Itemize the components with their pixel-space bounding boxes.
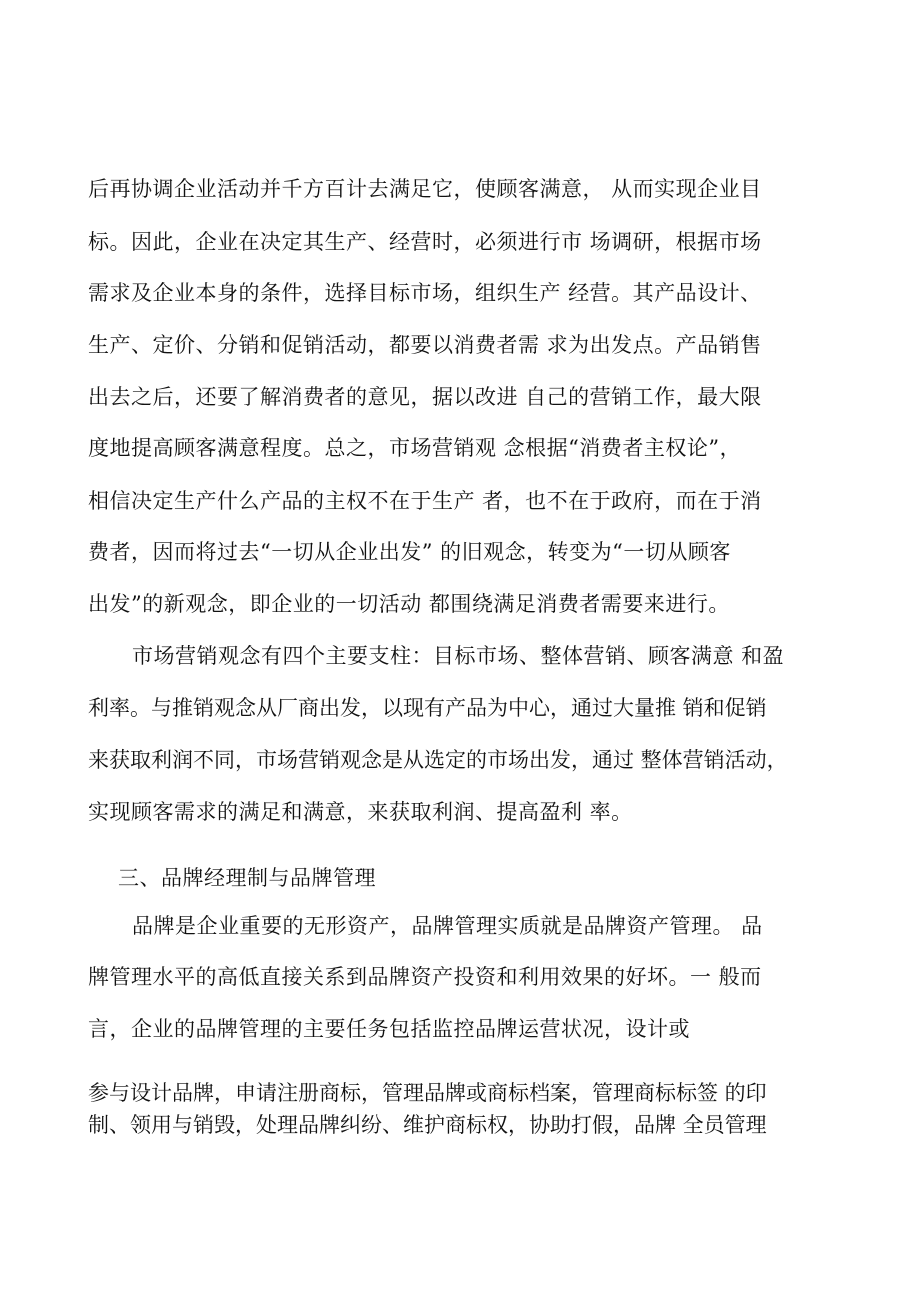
text-line: 标。因此，企业在决定其生产、经营时，必须进行市 场调研，根据市场 [88, 230, 762, 254]
text-line: 相信决定生产什么产品的主权不在于生产 者，也不在于政府，而在于消 [88, 489, 762, 513]
text-line: 制、领用与销毁，处理品牌纠纷、维护商标权，协助打假，品牌 全员管理 [88, 1113, 767, 1137]
text-line: 来获取利润不同，市场营销观念是从选定的市场出发，通过 整体营销活动， [88, 748, 788, 772]
text-line: 利率。与推销观念从厂商出发，以现有产品为中心，通过大量推 销和促销 [88, 696, 767, 720]
text-line: 市场营销观念有四个主要支柱：目标市场、整体营销、顾客满意 和盈 [132, 644, 785, 668]
text-line: 出去之后，还要了解消费者的意见，据以改进 自己的营销工作，最大限 [88, 385, 762, 409]
text-line: 牌管理水平的高低直接关系到品牌资产投资和利用效果的好坏。一 般而 [88, 965, 762, 989]
text-line: 度地提高顾客满意程度。总之，市场营销观 念根据“消费者主权论”， [88, 436, 742, 460]
text-line: 需求及企业本身的条件，选择目标市场，组织生产 经营。其产品设计、 [88, 281, 762, 305]
text-line: 生产、定价、分销和促销活动，都要以消费者需 求为出发点。产品销售 [88, 333, 762, 357]
section-heading: 三、品牌经理制与品牌管理 [118, 866, 376, 890]
text-line: 实现顾客需求的满足和满意，来获取利润、提高盈利 率。 [88, 800, 633, 824]
text-line: 言，企业的品牌管理的主要任务包括监控品牌运营状况，设计或 [88, 1017, 690, 1041]
text-line: 参与设计品牌，申请注册商标，管理品牌或商标档案，管理商标标签 的印 [88, 1081, 767, 1105]
text-line: 费者，因而将过去“一切从企业出发” 的旧观念，转变为“一切从顾客 [88, 540, 731, 564]
text-line: 品牌是企业重要的无形资产，品牌管理实质就是品牌资产管理。 品 [132, 914, 763, 938]
text-line: 后再协调企业活动并千方百计去满足它，使顾客满意， 从而实现企业目 [88, 177, 762, 201]
text-line: 出发”的新观念，即企业的一切活动 都围绕满足消费者需要来进行。 [88, 592, 730, 616]
